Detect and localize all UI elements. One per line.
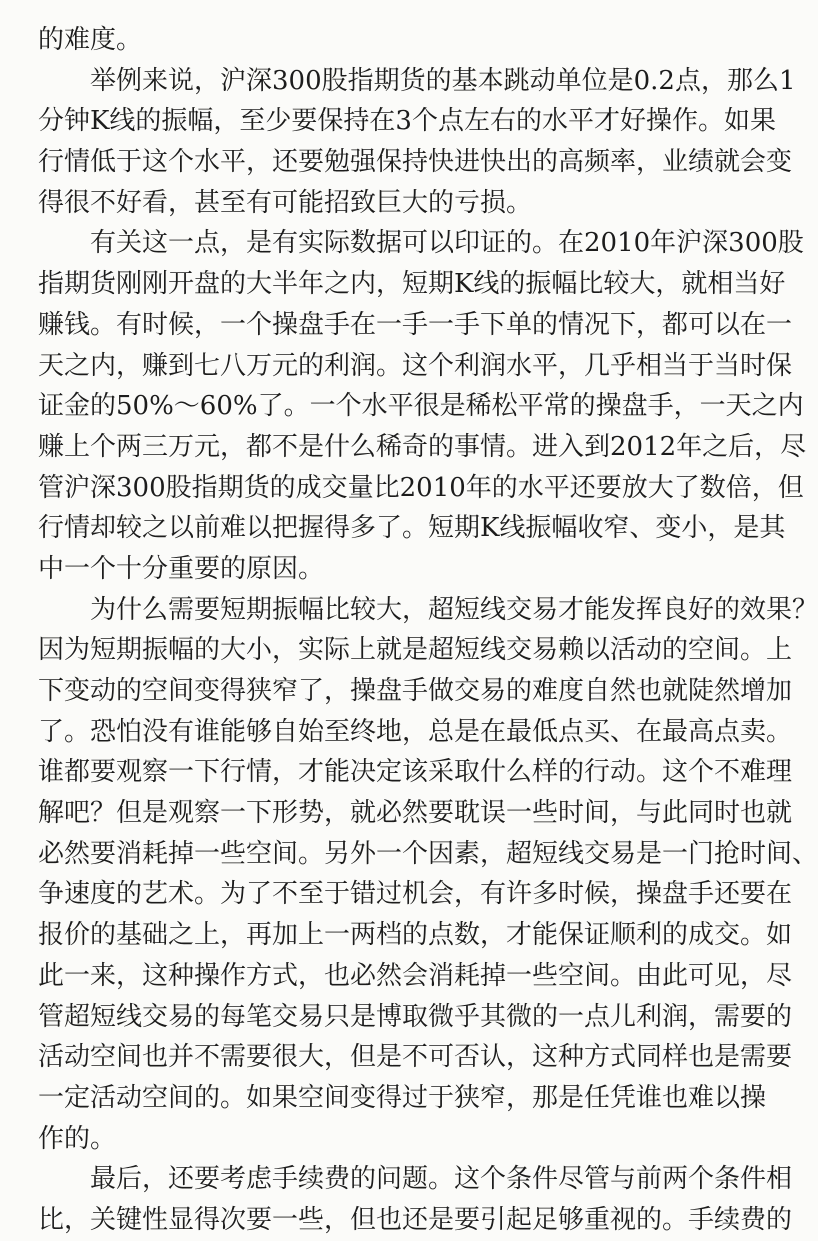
text-line: 谁都要观察一下行情，才能决定该采取什么样的行动。这个不难理 [38,757,793,788]
text-line: 指期货刚刚开盘的大半年之内，短期K线的振幅比较大，就相当好 [38,269,786,300]
text-line: 举例来说，沪深300股指期货的基本跳动单位是0.2点，那么1 [90,65,796,96]
text-line: 管超短线交易的每笔交易只是博取微乎其微的一点儿利润，需要的 [38,1001,793,1032]
text-line: 天之内，赚到七八万元的利润。这个利润水平，几乎相当于当时保 [38,350,793,381]
text-line: 此一来，这种操作方式，也必然会消耗掉一些空间。由此可见，尽 [38,960,793,991]
text-line: 分钟K线的振幅，至少要保持在3个点左右的水平才好操作。如果 [38,106,776,137]
text-line: 下变动的空间变得狭窄了，操盘手做交易的难度自然也就陡然增加 [38,676,793,706]
text-line: 赚上个两三万元，都不是什么稀奇的事情。进入到2012年之后，尽 [38,431,807,462]
book-page-text [38,20,818,1241]
text-line: 必然要消耗掉一些空间。另外一个因素，超短线交易是一门抢时间、 [38,838,818,869]
text-line: 行情却较之以前难以把握得多了。短期K线振幅收窄、变小，是其 [38,513,786,544]
text-line: 报价的基础之上，再加上一两档的点数，才能保证顺利的成交。如 [38,920,793,951]
text-line: 中一个十分重要的原因。 [38,553,325,584]
text-line: 解吧？但是观察一下形势，就必然要耽误一些时间，与此同时也就 [38,798,793,829]
text-line: 作的。 [38,1123,117,1154]
text-line: 有关这一点，是有实际数据可以印证的。在2010年沪深300股 [90,228,804,259]
text-line: 争速度的艺术。为了不至于错过机会，有许多时候，操盘手还要在 [38,879,793,910]
text-line: 最后，还要考虑手续费的问题。这个条件尽管与前两个条件相 [90,1164,793,1195]
text-line: 为什么需要短期振幅比较大，超短线交易才能发挥良好的效果？ [90,594,818,625]
text-line: 证金的50%～60%了。一个水平很是稀松平常的操盘手，一天之内 [38,391,804,422]
text-line: 得很不好看，甚至有可能招致巨大的亏损。 [38,187,533,218]
text-line: 管沪深300股指期货的成交量比2010年的水平还要放大了数倍，但 [38,472,804,503]
text-line: 一定活动空间的。如果空间变得过于狭窄，那是任凭谁也难以操 [38,1082,767,1113]
text-line: 活动空间也并不需要很大，但是不可否认，这种方式同样也是需要 [38,1042,793,1073]
text-line: 了。恐怕没有谁能够自始至终地，总是在最低点买、在最高点卖。 [38,716,793,747]
text-line: 赚钱。有时候，一个操盘手在一手一手下单的情况下，都可以在一 [38,309,793,340]
text-line: 因为短期振幅的大小，实际上就是超短线交易赖以活动的空间。上 [38,635,793,666]
text-line: 比，关键性显得次要一些，但也还是要引起足够重视的。手续费的 [38,1204,793,1235]
text-line: 的难度。 [38,25,143,55]
text-line: 行情低于这个水平，还要勉强保持快进快出的高频率，业绩就会变 [38,147,793,178]
